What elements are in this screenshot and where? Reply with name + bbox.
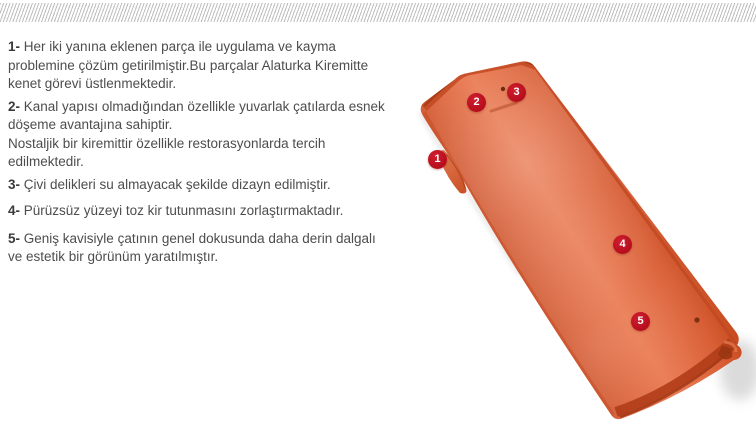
striped-header-banner xyxy=(0,3,756,22)
tile-marker-1: 1 xyxy=(428,150,447,169)
nail-hole-bottom xyxy=(694,317,699,322)
feature-number: 1- xyxy=(8,39,21,54)
feature-item-3 xyxy=(8,176,410,195)
feature-text: Pürüzsüz yüzeyi toz kir tutunmasını zorlaştırmaktadır. xyxy=(23,203,344,218)
tile-marker-2: 2 xyxy=(467,93,486,112)
feature-item-1 xyxy=(8,38,410,94)
feature-text: Kanal yapısı olmadığından özellikle yuvarlak çatılarda esnek döşeme avantajına sahiptir. Nostaljik bir kiremittir özellikle restorasyonlarda tercih edilmektedir. xyxy=(8,98,385,169)
feature-item-4 xyxy=(8,202,410,221)
feature-item-2 xyxy=(8,98,410,172)
tile-marker-3: 3 xyxy=(507,83,526,102)
feature-list xyxy=(8,38,410,271)
feature-text: Geniş kavisiyle çatının genel dokusunda daha derin dalgalı ve estetik bir görünüm yaratılmıştır. xyxy=(8,230,376,264)
tile-marker-4: 4 xyxy=(613,235,632,254)
feature-text: Her iki yanına eklenen parça ile uygulama ve kayma problemine çözüm getirilmiştir.Bu parçalar Alaturka Kiremitte kenet görevi üstlenmektedir. xyxy=(8,39,369,91)
tile-figure xyxy=(410,50,756,426)
feature-text: Çivi delikleri su almayacak şekilde dizayn edilmiştir. xyxy=(23,176,331,192)
feature-number: 2- xyxy=(8,98,21,114)
tile-illustration xyxy=(410,50,756,426)
feature-number: 3- xyxy=(8,176,21,192)
feature-item-5 xyxy=(8,230,410,267)
feature-number: 4- xyxy=(8,203,21,218)
tile-marker-5: 5 xyxy=(631,312,650,331)
nail-hole-top xyxy=(501,87,505,91)
feature-number: 5- xyxy=(8,230,21,246)
